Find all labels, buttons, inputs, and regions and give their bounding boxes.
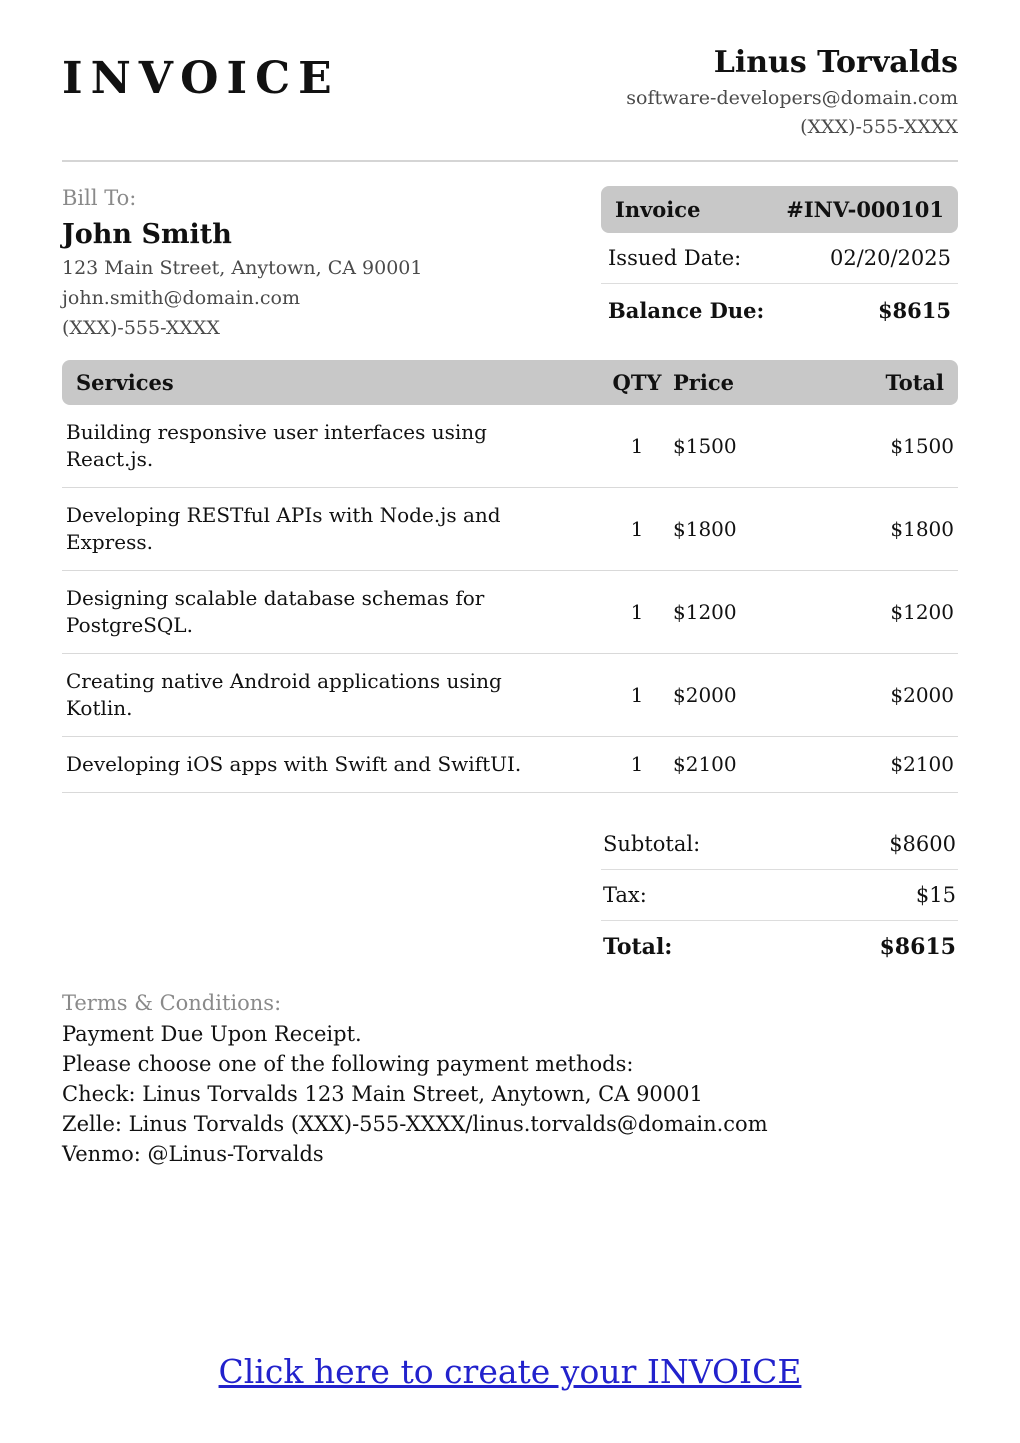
client-email: john.smith@domain.com bbox=[62, 287, 300, 309]
invoice-number: #INV-000101 bbox=[786, 197, 944, 222]
column-header-total: Total bbox=[808, 360, 958, 405]
service-qty: 1 bbox=[601, 405, 673, 488]
terms-section bbox=[62, 991, 958, 1165]
column-header-qty: QTY bbox=[601, 360, 673, 405]
terms-label: Terms & Conditions: bbox=[62, 991, 282, 1015]
service-description: Building responsive user interfaces using React.js. bbox=[62, 405, 601, 488]
balance-due-row bbox=[601, 284, 958, 336]
issued-date-row bbox=[601, 233, 958, 283]
table-row bbox=[62, 654, 958, 737]
table-row bbox=[62, 571, 958, 654]
bill-to-label: Bill To: bbox=[62, 186, 137, 210]
invoice-label: Invoice bbox=[615, 197, 701, 222]
company-email: software-developers@domain.com bbox=[626, 87, 958, 109]
table-row bbox=[62, 737, 958, 793]
company-block bbox=[626, 45, 958, 138]
services-table bbox=[62, 360, 958, 793]
service-total: $1200 bbox=[808, 571, 958, 654]
table-row bbox=[62, 488, 958, 571]
service-price: $1800 bbox=[673, 488, 808, 571]
issued-date-value: 02/20/2025 bbox=[829, 246, 951, 270]
service-total: $1800 bbox=[808, 488, 958, 571]
invoice-number-header bbox=[601, 186, 958, 233]
service-total: $1500 bbox=[808, 405, 958, 488]
client-name: John Smith bbox=[62, 219, 232, 250]
table-header-row bbox=[62, 360, 958, 405]
page-title: INVOICE bbox=[62, 53, 340, 104]
service-description: Developing RESTful APIs with Node.js and Express. bbox=[62, 488, 601, 571]
subtotal-value: $8600 bbox=[889, 832, 956, 856]
service-price: $1500 bbox=[673, 405, 808, 488]
service-total: $2100 bbox=[808, 737, 958, 793]
service-qty: 1 bbox=[601, 488, 673, 571]
table-row bbox=[62, 405, 958, 488]
terms-line: Check: Linus Torvalds 123 Main Street, Anytown, CA 90001 bbox=[62, 1082, 703, 1107]
column-header-services: Services bbox=[62, 360, 601, 405]
service-price: $1200 bbox=[673, 571, 808, 654]
terms-line: Venmo: @Linus-Torvalds bbox=[62, 1142, 324, 1167]
tax-value: $15 bbox=[915, 883, 956, 907]
balance-due-value: $8615 bbox=[877, 298, 951, 323]
issued-date-label: Issued Date: bbox=[608, 246, 742, 270]
company-phone: (XXX)-555-XXXX bbox=[800, 116, 958, 138]
terms-line: Zelle: Linus Torvalds (XXX)-555-XXXX/linus.torvalds@domain.com bbox=[62, 1112, 768, 1137]
footer bbox=[0, 1352, 1020, 1391]
company-name: Linus Torvalds bbox=[713, 45, 958, 80]
subtotal-row bbox=[601, 819, 958, 869]
client-phone: (XXX)-555-XXXX bbox=[62, 317, 220, 339]
bill-to-block bbox=[62, 186, 422, 339]
billing-section bbox=[62, 186, 958, 339]
grand-total-row bbox=[601, 921, 958, 973]
document-header bbox=[62, 45, 958, 138]
terms-line: Payment Due Upon Receipt. bbox=[62, 1022, 362, 1046]
create-invoice-link[interactable]: Click here to create your INVOICE bbox=[218, 1352, 802, 1391]
service-price: $2100 bbox=[673, 737, 808, 793]
invoice-info-block bbox=[601, 186, 958, 339]
service-price: $2000 bbox=[673, 654, 808, 737]
terms-line: Please choose one of the following payment methods: bbox=[62, 1052, 634, 1077]
balance-due-label: Balance Due: bbox=[608, 298, 765, 323]
service-qty: 1 bbox=[601, 737, 673, 793]
service-description: Designing scalable database schemas for PostgreSQL. bbox=[62, 571, 601, 654]
column-header-price: Price bbox=[673, 360, 808, 405]
service-description: Creating native Android applications using Kotlin. bbox=[62, 654, 601, 737]
grand-total-label: Total: bbox=[603, 934, 673, 960]
service-total: $2000 bbox=[808, 654, 958, 737]
subtotal-label: Subtotal: bbox=[603, 832, 701, 856]
grand-total-value: $8615 bbox=[879, 934, 956, 960]
service-qty: 1 bbox=[601, 654, 673, 737]
tax-row bbox=[601, 870, 958, 920]
tax-label: Tax: bbox=[603, 883, 647, 907]
header-divider bbox=[62, 160, 958, 162]
service-description: Developing iOS apps with Swift and SwiftUI. bbox=[62, 737, 601, 793]
totals-block bbox=[601, 819, 958, 973]
service-qty: 1 bbox=[601, 571, 673, 654]
client-address: 123 Main Street, Anytown, CA 90001 bbox=[62, 257, 423, 279]
